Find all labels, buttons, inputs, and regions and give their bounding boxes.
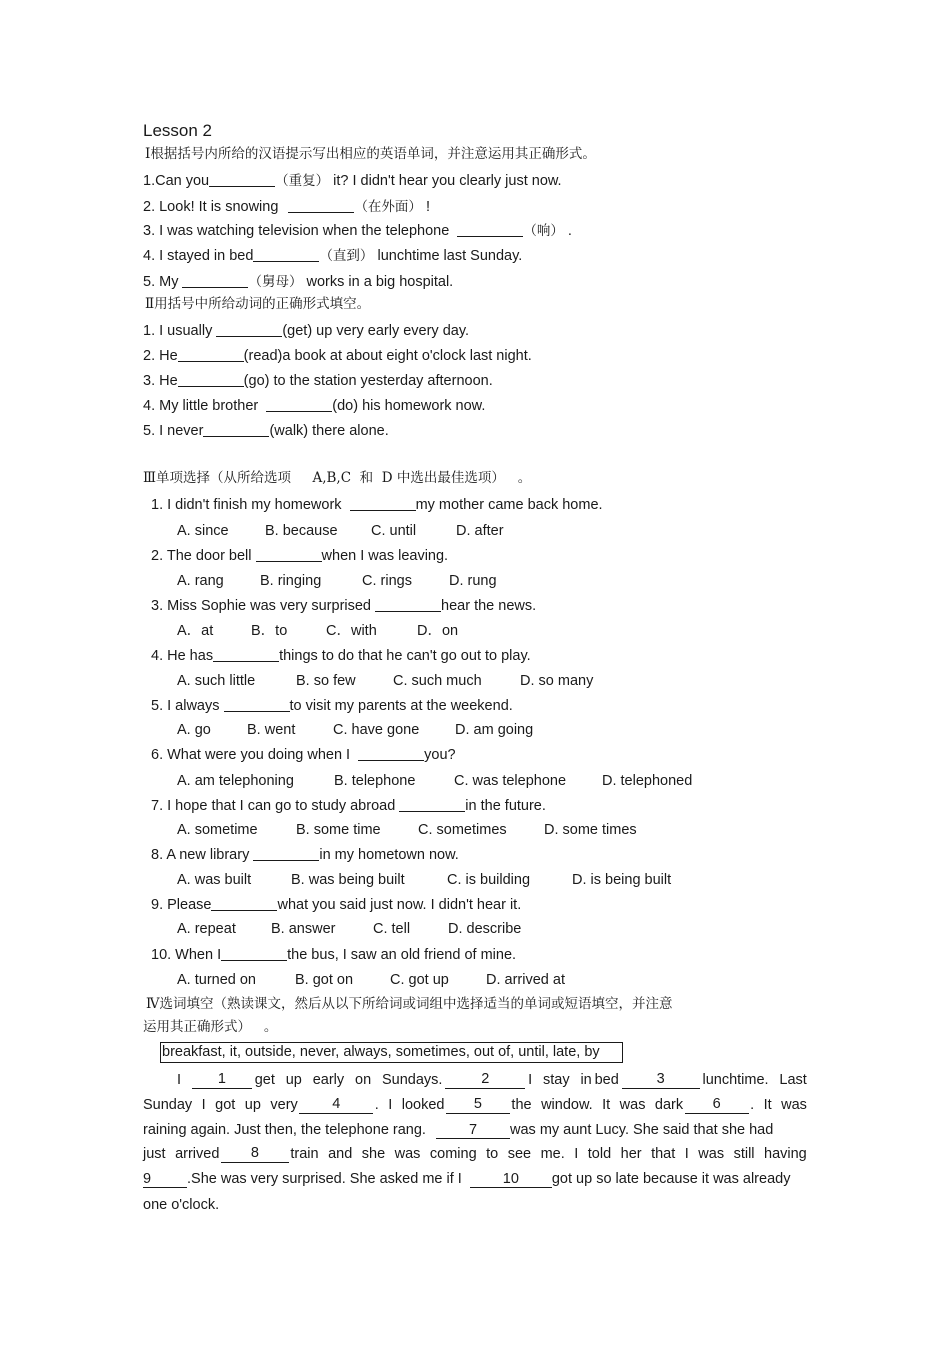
cloze-word: coming <box>429 1146 477 1162</box>
s1-item-2 <box>143 198 430 216</box>
cloze-word: early <box>312 1072 345 1088</box>
cloze-word: I <box>388 1097 393 1113</box>
s3-q3-text: 3. Miss Sophie was very surprised <box>151 598 376 614</box>
s3-q1-option-c[interactable]: C. until <box>371 523 417 539</box>
s3-q3-option-b[interactable]: B．to <box>251 623 288 639</box>
s3-q6-text: 6. What were you doing when I <box>151 747 355 763</box>
section-3-heading: Ⅲ单项选择（从所给选项 A,B,C 和 D 中选出最佳选项） 。 <box>143 470 532 486</box>
s3-q9-option-d[interactable]: D. describe <box>448 921 522 937</box>
s3-q7-rest: in the future. <box>465 798 546 814</box>
cloze-blank-9[interactable]: 9 <box>143 1171 187 1188</box>
s3-q9-blank[interactable] <box>211 896 277 911</box>
s1-item-2-blank[interactable] <box>288 198 354 213</box>
s3-question-8 <box>151 846 459 864</box>
s1-item-1-hint: （重复） <box>275 173 330 189</box>
s1-item-4-hint: （直到） <box>319 248 374 264</box>
cloze-word: stay <box>543 1072 570 1088</box>
s3-q9-option-a[interactable]: A. repeat <box>177 921 236 937</box>
cloze-line-4 <box>143 1145 807 1163</box>
cloze-word: window. <box>541 1097 593 1113</box>
word-bank-box <box>160 1042 623 1063</box>
s3-q2-rest: when I was leaving. <box>321 548 449 564</box>
cloze-word: very <box>270 1097 298 1113</box>
section-1-heading: Ⅰ根据括号内所给的汉语提示写出相应的英语单词，并注意运用其正确形式。 <box>145 146 596 162</box>
s3-q10-option-c[interactable]: C. got up <box>390 972 449 988</box>
s3-q3-option-a[interactable]: A．at <box>177 623 214 639</box>
cloze-text: was my aunt Lucy. She said that she had <box>510 1122 774 1138</box>
cloze-blank-2[interactable]: 2 <box>445 1071 525 1089</box>
s3-q9-options <box>177 920 521 938</box>
cloze-line-2 <box>143 1096 807 1114</box>
s3-q10-options <box>177 971 565 989</box>
cloze-word: just <box>143 1146 166 1162</box>
s1-item-5-text: 5. My <box>143 274 183 290</box>
cloze-word: was <box>781 1097 807 1113</box>
s1-item-1 <box>143 172 562 190</box>
cloze-word: her <box>620 1146 642 1162</box>
cloze-word: get <box>254 1072 275 1088</box>
s3-q10-option-d[interactable]: D. arrived at <box>486 972 565 988</box>
s2-item-1-rest: (get) up very early every day. <box>282 323 470 339</box>
s3-q9-text: 9. Please <box>151 897 212 913</box>
s1-item-5-hint: （舅母） <box>248 274 303 290</box>
s2-item-2 <box>143 347 532 365</box>
s3-q4-option-a[interactable]: A. such little <box>177 673 256 689</box>
cloze-word: on <box>355 1072 372 1088</box>
cloze-word: she <box>361 1146 386 1162</box>
s3-q1-options <box>177 522 504 540</box>
s3-q3-option-d[interactable]: D．on <box>417 623 459 639</box>
cloze-blank-10[interactable]: 10 <box>470 1171 552 1188</box>
s3-q9-option-c[interactable]: C. tell <box>373 921 411 937</box>
s2-item-2-text: 2. He <box>143 348 178 364</box>
s3-q8-option-d[interactable]: D. is being built <box>572 872 672 888</box>
s2-item-3 <box>143 372 493 390</box>
cloze-word: the <box>511 1097 532 1113</box>
cloze-word: got <box>215 1097 236 1113</box>
s1-item-5-rest: works in a big hospital. <box>302 274 454 290</box>
s3-q7-option-a[interactable]: A. sometime <box>177 822 258 838</box>
s3-question-9 <box>151 896 521 914</box>
s3-q4-text: 4. He has <box>151 648 214 664</box>
cloze-word: to <box>486 1146 499 1162</box>
cloze-word: having <box>764 1146 807 1162</box>
cloze-word: dark <box>654 1097 684 1113</box>
cloze-text: one o'clock. <box>143 1197 220 1213</box>
cloze-blank-8[interactable]: 8 <box>221 1145 289 1163</box>
s1-item-4-rest: lunchtime last Sunday. <box>373 248 523 264</box>
section-4-heading-line-1: Ⅳ选词填空（熟读课文，然后从以下所给词或词组中选择适当的单词或短语填空，并注意 <box>146 996 673 1012</box>
s3-question-5 <box>151 697 513 715</box>
s1-item-5 <box>143 273 453 291</box>
s2-item-1 <box>143 322 469 340</box>
s3-q4-options <box>177 672 593 690</box>
s3-q4-rest: things to do that he can't go out to play. <box>279 648 531 664</box>
cloze-word: told <box>587 1146 612 1162</box>
s1-item-3-blank[interactable] <box>457 222 523 237</box>
s3-q6-options <box>177 772 692 790</box>
s3-q2-option-a[interactable]: A. rang <box>177 573 224 589</box>
s2-item-1-blank[interactable] <box>216 322 282 337</box>
s3-q1-text: 1. I didn't finish my homework <box>151 497 346 513</box>
cloze-word: still <box>733 1146 755 1162</box>
cloze-word: I <box>574 1146 579 1162</box>
s2-item-4 <box>143 397 485 415</box>
cloze-word: me. <box>540 1146 565 1162</box>
s3-q7-options <box>177 821 637 839</box>
s3-q4-option-d[interactable]: D. so many <box>520 673 594 689</box>
cloze-word: train <box>290 1146 319 1162</box>
s2-item-3-blank[interactable] <box>178 372 244 387</box>
cloze-line-5 <box>143 1170 807 1188</box>
s3-q6-rest: you? <box>424 747 456 763</box>
s3-q7-option-d[interactable]: D. some times <box>544 822 637 838</box>
s3-q6-blank[interactable] <box>358 746 424 761</box>
cloze-word: up <box>244 1097 261 1113</box>
s3-q3-option-c[interactable]: C．with <box>326 623 377 639</box>
cloze-text: got up so late because it was already <box>551 1171 791 1187</box>
section-4-heading-line-2: 运用其正确形式） 。 <box>143 1019 278 1035</box>
cloze-word: arrived <box>175 1146 220 1162</box>
cloze-word: It <box>763 1097 772 1113</box>
s3-q6-option-c[interactable]: C. was telephone <box>454 773 567 789</box>
cloze-word: was <box>394 1146 421 1162</box>
cloze-text: raining again. Just then, the telephone rang. <box>143 1122 426 1138</box>
cloze-word: Last <box>779 1072 807 1088</box>
cloze-word: that <box>651 1146 676 1162</box>
cloze-word: Sundays. <box>381 1072 443 1088</box>
s3-q2-option-d[interactable]: D. rung <box>449 573 497 589</box>
s2-item-5-blank[interactable] <box>203 422 269 437</box>
s3-q2-option-c[interactable]: C. rings <box>362 573 412 589</box>
s3-question-6 <box>151 746 456 764</box>
s3-question-2 <box>151 547 448 565</box>
cloze-blank-5[interactable]: 5 <box>446 1096 510 1114</box>
s3-q2-blank[interactable] <box>256 547 322 562</box>
s3-q2-text: 2. The door bell <box>151 548 256 564</box>
s3-q5-option-c[interactable]: C. have gone <box>333 722 420 738</box>
s3-q9-option-b[interactable]: B. answer <box>271 921 336 937</box>
cloze-blank-1[interactable]: 1 <box>192 1071 252 1089</box>
s3-q5-option-a[interactable]: A. go <box>177 722 211 738</box>
s2-item-3-rest: (go) to the station yesterday afternoon. <box>243 373 493 389</box>
cloze-text: .She was very surprised. She asked me if I <box>187 1171 462 1187</box>
cloze-word: looked <box>401 1097 445 1113</box>
cloze-word: I <box>528 1072 533 1088</box>
cloze-word: see <box>507 1146 532 1162</box>
cloze-word: Sunday <box>143 1097 193 1113</box>
s2-item-4-blank[interactable] <box>266 397 332 412</box>
s3-q10-rest: the bus, I saw an old friend of mine. <box>287 947 517 963</box>
s3-q10-text: 10. When I <box>151 947 222 963</box>
cloze-blank-4[interactable]: 4 <box>299 1096 373 1114</box>
s3-q7-text: 7. I hope that I can go to study abroad <box>151 798 400 814</box>
cloze-blank-7[interactable]: 7 <box>436 1122 510 1139</box>
s3-q5-text: 5. I always <box>151 698 224 714</box>
s3-q1-rest: my mother came back home. <box>415 497 603 513</box>
s2-item-4-text: 4. My little brother <box>143 398 263 414</box>
s3-q5-rest: to visit my parents at the weekend. <box>289 698 513 714</box>
cloze-word: bed <box>594 1072 619 1088</box>
page-title: Lesson 2 <box>143 121 212 140</box>
s1-item-3-hint: （响） <box>523 223 564 239</box>
s1-item-3-rest: . <box>563 223 572 239</box>
s3-q4-option-b[interactable]: B. so few <box>296 673 356 689</box>
s3-q8-option-b[interactable]: B. was being built <box>291 872 405 888</box>
s3-q4-option-c[interactable]: C. such much <box>393 673 482 689</box>
s3-q8-option-c[interactable]: C. is building <box>447 872 531 888</box>
s2-item-4-rest: (do) his homework now. <box>332 398 486 414</box>
cloze-word: . <box>750 1097 755 1113</box>
cloze-blank-3[interactable]: 3 <box>622 1071 700 1089</box>
s3-question-1 <box>151 496 603 514</box>
s3-q3-blank[interactable] <box>375 597 441 612</box>
cloze-word: was <box>698 1146 725 1162</box>
s3-q5-option-d[interactable]: D. am going <box>455 722 534 738</box>
cloze-word: . <box>374 1097 379 1113</box>
s3-q4-blank[interactable] <box>213 647 279 662</box>
s1-item-1-blank[interactable] <box>209 172 275 187</box>
s1-item-2-rest: ! <box>421 199 430 215</box>
cloze-line-1 <box>143 1071 807 1089</box>
s1-item-1-rest: it? I didn't hear you clearly just now. <box>329 173 562 189</box>
cloze-word: I <box>684 1146 689 1162</box>
word-bank-text: breakfast, it, outside, never, always, sometimes, out of, until, late, by <box>162 1044 600 1060</box>
s2-item-5 <box>143 422 389 440</box>
s3-q10-option-a[interactable]: A. turned on <box>177 972 256 988</box>
s3-q3-rest: hear the news. <box>441 598 537 614</box>
s2-item-2-blank[interactable] <box>178 347 244 362</box>
s1-item-5-blank[interactable] <box>182 273 248 288</box>
s3-q10-blank[interactable] <box>221 946 287 961</box>
s3-q3-options <box>177 622 458 640</box>
s3-q7-option-b[interactable]: B. some time <box>296 822 381 838</box>
s3-q10-option-b[interactable]: B. got on <box>295 972 354 988</box>
s1-item-3 <box>143 222 572 240</box>
s1-item-4-blank[interactable] <box>253 247 319 262</box>
s3-q8-text: 8. A new library <box>151 847 254 863</box>
s3-q1-option-a[interactable]: A. since <box>177 523 229 539</box>
s2-item-3-text: 3. He <box>143 373 178 389</box>
s3-q5-options <box>177 721 533 739</box>
s3-q9-rest: what you said just now. I didn't hear it. <box>277 897 522 913</box>
s2-item-1-text: 1. I usually <box>143 323 217 339</box>
s3-q8-option-a[interactable]: A. was built <box>177 872 252 888</box>
s3-q6-option-d[interactable]: D. telephoned <box>602 773 693 789</box>
s3-question-3 <box>151 597 536 615</box>
cloze-blank-6[interactable]: 6 <box>685 1096 749 1114</box>
s3-q8-options <box>177 871 671 889</box>
s3-q8-rest: in my hometown now. <box>319 847 459 863</box>
s1-item-1-text: 1.Can you <box>143 173 210 189</box>
cloze-word: and <box>328 1146 353 1162</box>
cloze-word: up <box>285 1072 302 1088</box>
s3-q1-blank[interactable] <box>350 496 416 511</box>
s3-question-7 <box>151 797 546 815</box>
s3-q1-option-d[interactable]: D. after <box>456 523 504 539</box>
s3-q5-option-b[interactable]: B. went <box>247 722 296 738</box>
s3-q5-blank[interactable] <box>224 697 290 712</box>
s3-q6-option-a[interactable]: A. am telephoning <box>177 773 294 789</box>
cloze-word: It <box>602 1097 611 1113</box>
s3-q8-blank[interactable] <box>253 846 319 861</box>
section-2-heading: Ⅱ用括号中所给动词的正确形式填空。 <box>145 296 371 312</box>
s3-q2-options <box>177 572 497 590</box>
cloze-line-3 <box>143 1121 807 1139</box>
s3-q7-option-c[interactable]: C. sometimes <box>418 822 507 838</box>
cloze-word: I <box>177 1072 182 1088</box>
cloze-word: lunchtime. <box>702 1072 769 1088</box>
s1-item-3-text: 3. I was watching television when the telephone <box>143 223 454 239</box>
s1-item-2-hint: （在外面） <box>354 199 422 215</box>
s2-item-5-text: 5. I never <box>143 423 204 439</box>
s3-q2-option-b[interactable]: B. ringing <box>260 573 322 589</box>
s1-item-4-text: 4. I stayed in bed <box>143 248 254 264</box>
s3-question-10 <box>151 946 516 964</box>
s3-q1-option-b[interactable]: B. because <box>265 523 338 539</box>
cloze-line-6 <box>143 1196 807 1214</box>
s3-q7-blank[interactable] <box>399 797 465 812</box>
s1-item-4 <box>143 247 522 265</box>
s3-question-4 <box>151 647 531 665</box>
s3-q6-option-b[interactable]: B. telephone <box>334 773 416 789</box>
s2-item-2-rest: (read)a book at about eight o'clock last night. <box>243 348 532 364</box>
s2-item-5-rest: (walk) there alone. <box>269 423 389 439</box>
cloze-word: in <box>580 1072 592 1088</box>
s1-item-2-text: 2. Look! It is snowing <box>143 199 283 215</box>
cloze-word: was <box>619 1097 646 1113</box>
cloze-word: I <box>201 1097 206 1113</box>
